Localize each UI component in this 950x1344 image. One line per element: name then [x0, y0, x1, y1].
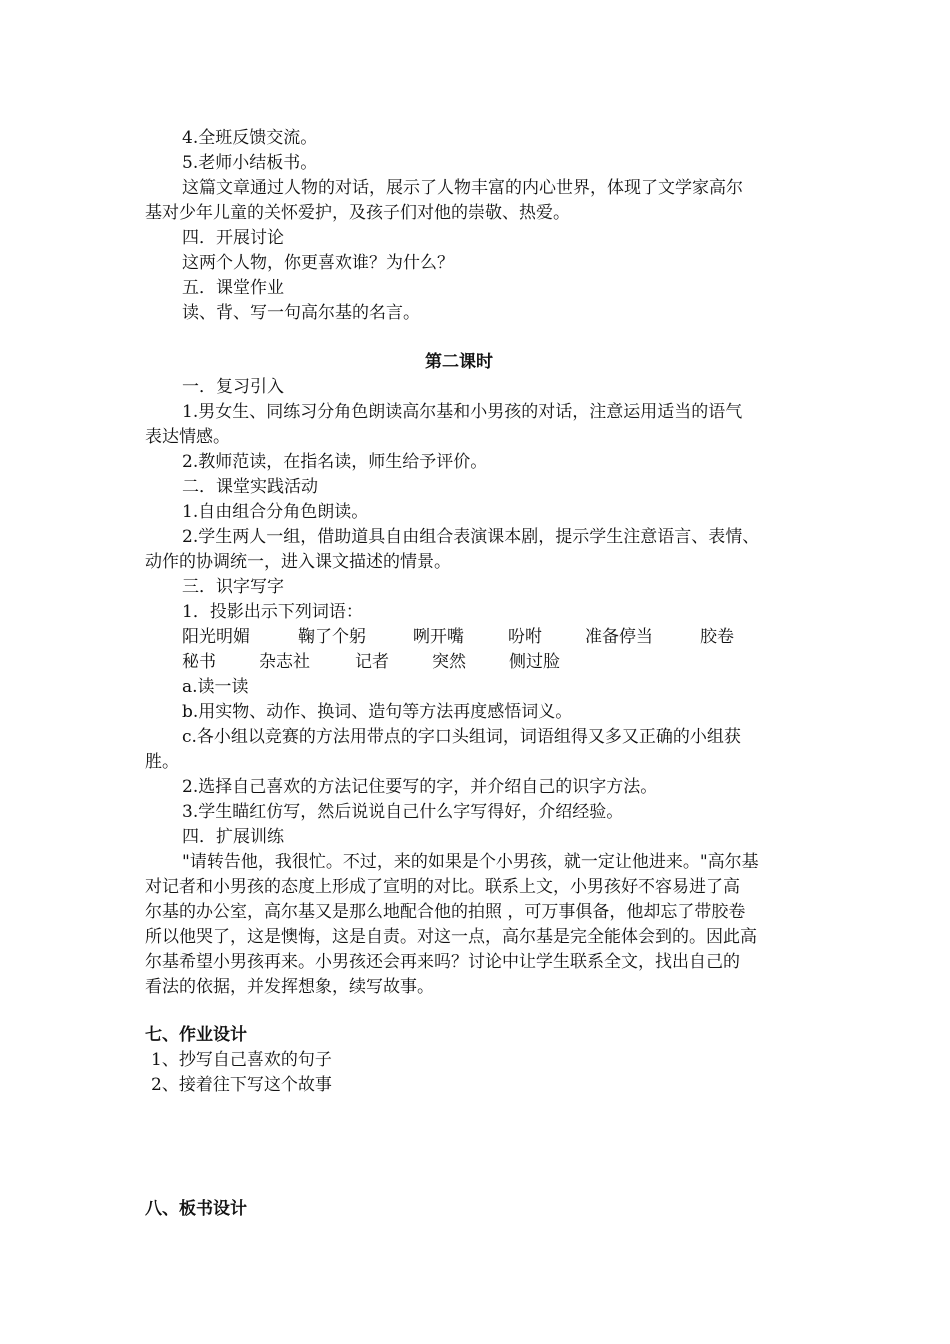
practice-item-2-line-1: 2.学生两人一组，借助道具自由组合表演课本剧，提示学生注意语言、表情、 — [182, 527, 760, 547]
vocab-word: 准备停当 — [585, 627, 653, 647]
summary-line-2: 基对少年儿童的关怀爱护，及孩子们对他的崇敬、热爱。 — [145, 203, 570, 223]
vocab-word: 侧过脸 — [509, 652, 560, 672]
vocabulary-row-2 — [182, 650, 782, 674]
review-item-2: 2.教师范读，在指名读，师生给予评价。 — [182, 452, 488, 472]
homework-item-2: 2、接着往下写这个故事 — [151, 1075, 332, 1095]
vocab-word: 吩咐 — [508, 627, 542, 647]
step-5: 5.老师小结板书。 — [182, 153, 318, 173]
section-classwork-heading: 五．课堂作业 — [182, 278, 284, 298]
extension-heading: 四．扩展训练 — [182, 827, 284, 847]
vocab-word: 杂志社 — [259, 652, 310, 672]
vocab-word: 胶卷 — [700, 627, 734, 647]
summary-line-1: 这篇文章通过人物的对话，展示了人物丰富的内心世界，体现了文学家高尔 — [182, 178, 743, 198]
literacy-item-c-line-2: 胜。 — [145, 752, 179, 772]
vocab-word: 秘书 — [182, 652, 216, 672]
literacy-item-b: b.用实物、动作、换词、造句等方法再度感悟词义。 — [182, 702, 573, 722]
practice-heading: 二．课堂实践活动 — [182, 477, 318, 497]
vocab-word: 阳光明媚 — [182, 627, 250, 647]
vocab-word: 咧开嘴 — [413, 627, 464, 647]
review-heading: 一．复习引入 — [182, 377, 284, 397]
board-design-heading: 八、板书设计 — [145, 1199, 247, 1219]
vocab-word: 记者 — [355, 652, 389, 672]
step-4: 4.全班反馈交流。 — [182, 128, 318, 148]
literacy-item-3: 3.学生瞄红仿写，然后说说自己什么字写得好，介绍经验。 — [182, 802, 624, 822]
review-item-1-line-1: 1.男女生、同练习分角色朗读高尔基和小男孩的对话，注意运用适当的语气 — [182, 402, 743, 422]
literacy-item-c-line-1: c.各小组以竞赛的方法用带点的字口头组词，词语组得又多又正确的小组获 — [182, 727, 741, 747]
literacy-heading: 三．识字写字 — [182, 577, 284, 597]
practice-item-2-line-2: 动作的协调统一，进入课文描述的情景。 — [145, 552, 451, 572]
lesson-two-title: 第二课时 — [425, 352, 493, 372]
practice-item-1: 1.自由组合分角色朗读。 — [182, 502, 369, 522]
literacy-item-1: 1．投影出示下列词语： — [182, 602, 363, 622]
extension-paragraph-line-1: "请转告他，我很忙。不过，来的如果是个小男孩，就一定让他进来。"高尔基 — [182, 852, 759, 872]
literacy-item-a: a.读一读 — [182, 677, 249, 697]
vocab-word: 突然 — [432, 652, 466, 672]
homework-item-1: 1、抄写自己喜欢的句子 — [151, 1050, 332, 1070]
classwork-text: 读、背、写一句高尔基的名言。 — [182, 303, 420, 323]
extension-paragraph-line-4: 所以他哭了，这是懊悔，这是自责。对这一点，高尔基是完全能体会到的。因此高 — [145, 927, 757, 947]
extension-paragraph-line-5: 尔基希望小男孩再来。小男孩还会再来吗？讨论中让学生联系全文，找出自己的 — [145, 952, 740, 972]
homework-heading: 七、作业设计 — [145, 1025, 247, 1045]
extension-paragraph-line-6: 看法的依据，并发挥想象，续写故事。 — [145, 977, 434, 997]
literacy-item-2: 2.选择自己喜欢的方法记住要写的字，并介绍自己的识字方法。 — [182, 777, 658, 797]
discussion-question: 这两个人物，你更喜欢谁？为什么？ — [182, 253, 454, 273]
vocabulary-row-1 — [182, 625, 782, 649]
vocab-word: 鞠了个躬 — [298, 627, 366, 647]
extension-paragraph-line-2: 对记者和小男孩的态度上形成了宣明的对比。联系上文，小男孩好不容易进了高 — [145, 877, 740, 897]
section-discussion-heading: 四．开展讨论 — [182, 228, 284, 248]
review-item-1-line-2: 表达情感。 — [145, 427, 230, 447]
extension-paragraph-line-3: 尔基的办公室，高尔基又是那么地配合他的拍照 ，可万事俱备，他却忘了带胶卷 — [145, 902, 746, 922]
